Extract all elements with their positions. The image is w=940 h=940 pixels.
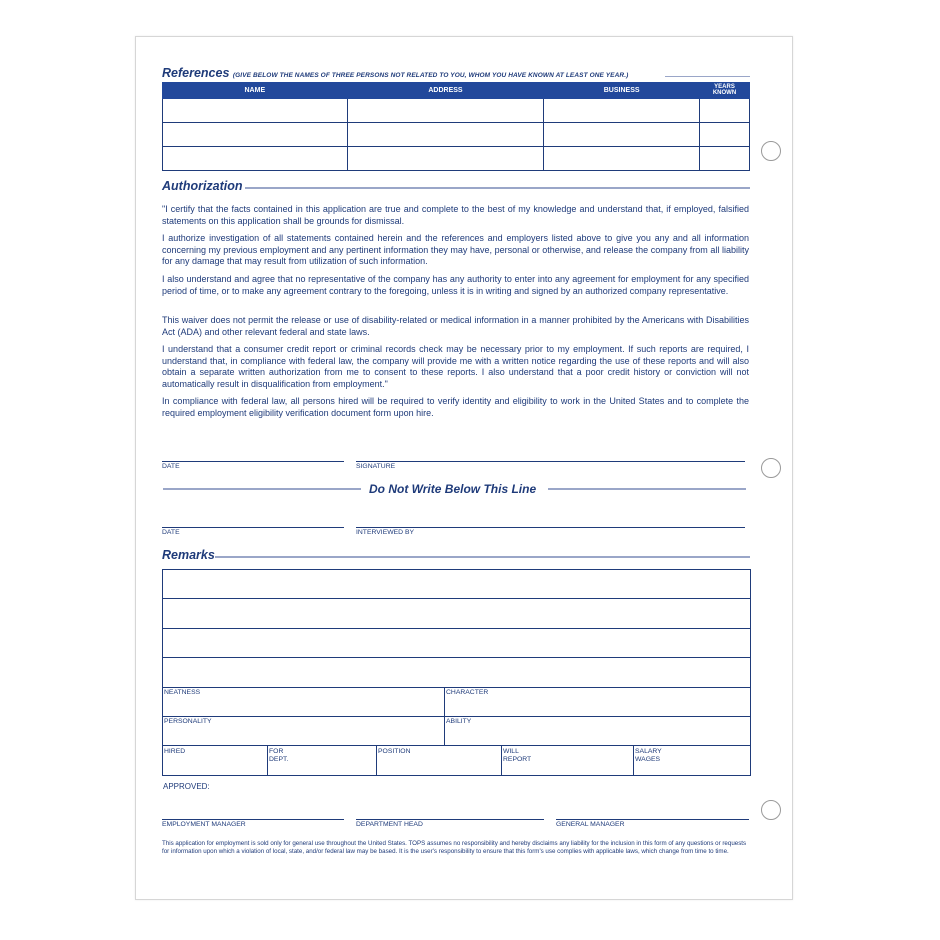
references-table (162, 82, 750, 171)
remarks-line-6 (162, 745, 751, 746)
remarks-line-5 (162, 716, 751, 717)
auth-paragraph-6: In compliance with federal law, all persons hired will be required to verify identity and eligibility to work in the United States and to complete the required employment eligibility verification document form upon hire. (162, 396, 749, 418)
department-head-label: DEPARTMENT HEAD (356, 821, 423, 828)
binder-hole-top (761, 141, 781, 161)
general-manager-line[interactable] (556, 819, 749, 820)
binder-hole-bottom (761, 800, 781, 820)
report-divider (633, 745, 634, 775)
auth-paragraph-5: I understand that a consumer credit report or criminal records check may be necessary prior to my employment. If such reports are required, I understand that, in compliance with federal law, the company will provide me with a written notice regarding the use of these reports and will also obtain a separate written authorization from me to consent to these reports. I also understand that a poor credit history or conviction will not automatically result in disqualification from employment." (162, 344, 749, 389)
ref2-address-cell[interactable] (347, 123, 544, 147)
position-divider (501, 745, 502, 775)
interviewed-by-label: INTERVIEWED BY (356, 529, 415, 536)
binder-hole-middle (761, 458, 781, 478)
references-note: (GIVE BELOW THE NAMES OF THREE PERSONS NOT RELATED TO YOU, WHOM YOU HAVE KNOWN AT LEAST ONE YEAR.) (232, 72, 629, 79)
department-head-line[interactable] (356, 819, 544, 820)
sign-date-line[interactable] (162, 461, 344, 462)
signature-line[interactable] (356, 461, 745, 462)
col-business-header: BUSINESS (544, 83, 700, 99)
references-title: References (162, 66, 230, 80)
references-heading (162, 66, 628, 80)
remarks-line-4 (162, 687, 751, 688)
approved-label: APPROVED: (163, 782, 210, 791)
remarks-line-2[interactable] (162, 628, 751, 629)
employment-manager-line[interactable] (162, 819, 344, 820)
do-not-write-text: Do Not Write Below This Line (369, 482, 537, 496)
divider-rule-left (163, 488, 361, 490)
ability-label: ABILITY (446, 718, 472, 725)
col-address-header: ADDRESS (347, 83, 544, 99)
signature-label: SIGNATURE (356, 463, 396, 470)
ref3-years-cell[interactable] (700, 147, 750, 171)
position-label: POSITION (378, 748, 411, 755)
employment-manager-label: EMPLOYMENT MANAGER (162, 821, 246, 828)
table-row (163, 147, 750, 171)
remarks-split-divider (444, 687, 445, 745)
ref1-business-cell[interactable] (544, 99, 700, 123)
table-row (163, 99, 750, 123)
auth-paragraph-2: I authorize investigation of all statements contained herein and the references and employers listed above to give you any and all information concerning my previous employment and any pertinent information they may have, personal or otherwise, and release the company from all liability for any damage that may result from utilization of such information. (162, 233, 749, 267)
dept-divider (376, 745, 377, 775)
ref1-address-cell[interactable] (347, 99, 544, 123)
legal-disclaimer: This application for employment is sold only for general use throughout the United States. TOPS assumes no responsibility and hereby disclaims any liability for the inclusion in this form of any questions or requests for information upon which a violation of local, state, and/or federal law may be based. It is the user's responsibility to ensure that this form's use complies with applicable laws, which change from time to time. (162, 840, 747, 856)
interview-date-label: DATE (162, 529, 180, 536)
remarks-line-3[interactable] (162, 657, 751, 658)
hired-divider (267, 745, 268, 775)
remarks-title: Remarks (162, 548, 215, 562)
auth-paragraph-3: I also understand and agree that no representative of the company has any authority to enter into any agreement for employment for any specified period of time, or to make any agreement contrary to the foregoing, unless it is in writing and signed by an authorized company representative. (162, 274, 749, 296)
general-manager-label: GENERAL MANAGER (556, 821, 625, 828)
table-row (163, 123, 750, 147)
references-rule (665, 76, 750, 77)
sign-date-label: DATE (162, 463, 180, 470)
neatness-label: NEATNESS (164, 689, 201, 696)
for-dept-label: FOR DEPT. (269, 748, 289, 763)
interviewed-by-line[interactable] (356, 527, 745, 528)
personality-label: PERSONALITY (164, 718, 212, 725)
col-name-header: NAME (163, 83, 348, 99)
auth-paragraph-1: "I certify that the facts contained in this application are true and complete to the best of my knowledge and understand that, if employed, falsified statements on this application shall be grounds for dismissal. (162, 204, 749, 226)
authorization-title: Authorization (162, 179, 243, 193)
ref1-name-cell[interactable] (163, 99, 348, 123)
ref3-name-cell[interactable] (163, 147, 348, 171)
ref1-years-cell[interactable] (700, 99, 750, 123)
salary-wages-label: SALARY WAGES (635, 748, 662, 763)
ref2-business-cell[interactable] (544, 123, 700, 147)
authorization-rule (245, 187, 750, 189)
remarks-rule (215, 556, 750, 558)
auth-paragraph-4: This waiver does not permit the release or use of disability-related or medical information in a manner prohibited by the Americans with Disabilities Act (ADA) and other relevant federal and state laws. (162, 315, 749, 337)
ref3-address-cell[interactable] (347, 147, 544, 171)
col-years-known-header: YEARS KNOWN (700, 83, 750, 99)
character-label: CHARACTER (446, 689, 489, 696)
remarks-line-1[interactable] (162, 598, 751, 599)
ref3-business-cell[interactable] (544, 147, 700, 171)
interview-date-line[interactable] (162, 527, 344, 528)
ref2-years-cell[interactable] (700, 123, 750, 147)
hired-label: HIRED (164, 748, 186, 755)
will-report-label: WILL REPORT (503, 748, 532, 763)
divider-rule-right (548, 488, 746, 490)
ref2-name-cell[interactable] (163, 123, 348, 147)
